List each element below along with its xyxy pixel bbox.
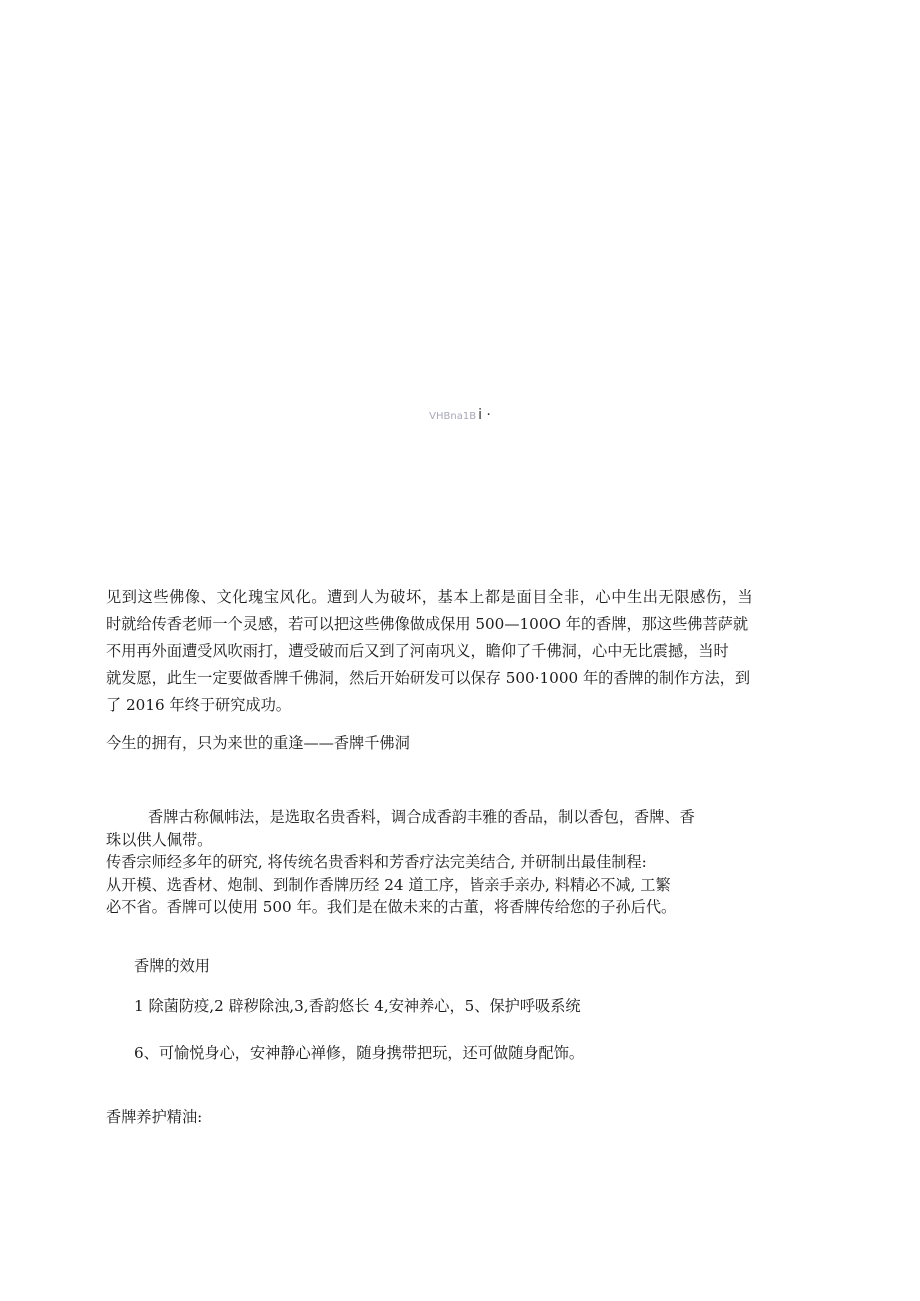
effects-line-2: 6、可愉悦身心，安神静心禅修，随身携带把玩，还可做随身配饰。 [134,1044,585,1062]
image-caption-small: VHBna1B [429,411,477,422]
intro-paragraph [106,584,818,719]
intro-line-4: 就发愿，此生一定要做香牌千佛洞，然后开始研发可以保存 500·1000 年的香牌的制作方法，到 [106,669,751,687]
image-caption [0,404,920,423]
intro-line-1: 见到这些佛像、文化瑰宝风化。遭到人为破坏，基本上都是面目全非，心中生出无限感伤，当 [106,588,754,606]
description-line-5: 必不省。香牌可以使用 500 年。我们是在做未来的古董，将香牌传给您的子孙后代。 [106,898,677,916]
description-line-3: 传香宗师经多年的研究, 将传统名贵香料和芳香疗法完美结合, 并研制出最佳制程: [106,853,647,871]
description-line-2: 珠以供人佩带。 [106,830,213,849]
image-caption-large: i · [478,407,491,423]
intro-line-3: 不用再外面遭受风吹雨打，遭受破而后又到了河南巩义，瞻仰了千佛洞，心中无比震撼，当时 [106,642,729,660]
oil-heading: 香牌养护精油: [106,1108,203,1126]
intro-line-5: 了 2016 年终于研究成功。 [106,696,291,714]
effects-line-1: 1 除菌防疫,2 辟秽除浊,3,香韵悠长 4,安神养心，5、保护呼吸系统 [134,997,581,1015]
description-line-1: 香牌古称佩帏法，是选取名贵香料，调合成香韵丰雅的香品，制以香包，香牌、香 [148,808,695,826]
effects-heading: 香牌的效用 [134,957,210,975]
tagline: 今生的拥有，只为来世的重逢——香牌千佛洞 [106,734,410,752]
description-paragraph [106,806,818,919]
description-line-4: 从开模、选香材、炮制、到制作香牌历经 24 道工序，皆亲手亲办, 料精必不减, 工繁 [106,875,671,894]
intro-line-2: 时就给传香老师一个灵感，若可以把这些佛像做成保用 500—100O 年的香牌，那这些佛菩萨就 [106,615,749,633]
